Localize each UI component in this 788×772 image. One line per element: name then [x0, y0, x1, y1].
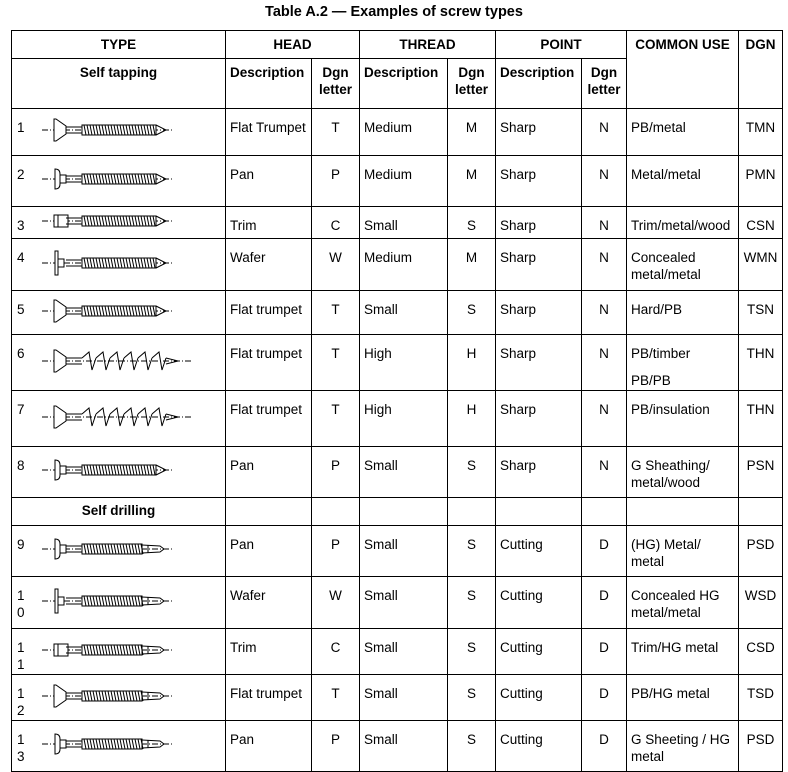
point-description: Cutting [496, 675, 582, 721]
head-description: Flat trumpet [226, 291, 312, 335]
type-cell [12, 526, 226, 577]
common-use-line-1: PB/HG metal [631, 686, 710, 701]
point-description: Cutting [496, 577, 582, 629]
common-use-line-2: metal/wood [631, 475, 701, 490]
common-use-line-2: metal [631, 554, 665, 569]
screw-types-table [11, 30, 783, 772]
head-dgn-letter: T [312, 291, 360, 335]
type-number: 3 [17, 218, 25, 233]
point-dgn-letter: D [582, 577, 627, 629]
type-number: 9 [17, 537, 25, 552]
point-description: Sharp [496, 109, 582, 156]
point-dgn-letter: N [582, 447, 627, 498]
thread-description: High [360, 335, 448, 391]
type-cell [12, 577, 226, 629]
flat-trumpet-fine-thread-screw-icon [42, 291, 222, 334]
point-dgn-letter: N [582, 239, 627, 291]
head-dgn-letter: C [312, 207, 360, 239]
common-use-line-2: metal/metal [631, 267, 701, 282]
letter-word: letter [318, 82, 352, 97]
head-dgn-letter: W [312, 577, 360, 629]
point-dgn-letter: N [582, 335, 627, 391]
empty-cell [226, 498, 312, 526]
thread-description: Small [360, 207, 448, 239]
table-row [12, 577, 783, 629]
type-cell [12, 447, 226, 498]
letter-word: letter [587, 82, 621, 97]
thread-dgn-letter: S [448, 577, 496, 629]
table-row [12, 109, 783, 156]
common-use [627, 721, 739, 772]
type-cell [12, 239, 226, 291]
common-use [627, 577, 739, 629]
type-cell [12, 629, 226, 675]
thread-description: Small [360, 447, 448, 498]
header-head: HEAD [226, 31, 360, 59]
table-row [12, 447, 783, 498]
header-type: TYPE [12, 31, 226, 59]
thread-dgn-letter: S [448, 629, 496, 675]
header-point: POINT [496, 31, 627, 59]
head-dgn-letter: C [312, 629, 360, 675]
thread-description: Medium [360, 156, 448, 207]
common-use-line-2: metal/metal [631, 605, 701, 620]
header-thread-dgn-letter [448, 59, 496, 109]
type-cell [12, 291, 226, 335]
dgn-code: TSD [739, 675, 783, 721]
type-number: 11 [17, 640, 25, 672]
header-dgn-label: DGN [745, 37, 776, 52]
table-caption: Table A.2 — Examples of screw types [265, 4, 523, 20]
type-cell [12, 335, 226, 391]
type-number: 2 [17, 167, 25, 182]
table-row [12, 526, 783, 577]
common-use [627, 526, 739, 577]
table-row [12, 239, 783, 291]
head-description: Wafer [226, 577, 312, 629]
header-point-description: Description [496, 59, 582, 109]
point-description: Cutting [496, 526, 582, 577]
common-use [627, 447, 739, 498]
dgn-code: THN [739, 335, 783, 391]
trim-head-drill-point-screw-icon [42, 629, 222, 674]
dgn-word: Dgn [458, 65, 485, 80]
type-cell [12, 391, 226, 447]
pan-head-fine-thread-screw-icon [42, 156, 222, 206]
point-description: Sharp [496, 391, 582, 447]
head-description: Flat trumpet [226, 391, 312, 447]
common-use [627, 239, 739, 291]
dgn-code: TMN [739, 109, 783, 156]
table-row [12, 291, 783, 335]
head-dgn-letter: W [312, 239, 360, 291]
dgn-word: Dgn [590, 65, 618, 80]
head-dgn-letter: P [312, 526, 360, 577]
dgn-code: THN [739, 391, 783, 447]
point-description: Sharp [496, 239, 582, 291]
thread-description: Small [360, 675, 448, 721]
point-dgn-letter: D [582, 675, 627, 721]
head-description: Pan [226, 156, 312, 207]
type-cell [12, 156, 226, 207]
point-description: Cutting [496, 721, 582, 772]
empty-cell [627, 498, 739, 526]
thread-dgn-letter: M [448, 239, 496, 291]
common-use-line-1: G Sheathing/ [631, 458, 710, 473]
header-thread: THREAD [360, 31, 496, 59]
common-use-line-2: PB/PB [631, 373, 671, 388]
empty-cell [582, 498, 627, 526]
empty-cell [448, 498, 496, 526]
common-use-line-1: Metal/metal [631, 167, 701, 182]
thread-dgn-letter: H [448, 391, 496, 447]
flat-trumpet-drill-point-screw-icon [42, 675, 222, 720]
common-use [627, 335, 739, 391]
thread-description: Small [360, 577, 448, 629]
empty-cell [312, 498, 360, 526]
common-use-line-1: Concealed [631, 250, 696, 265]
thread-dgn-letter: S [448, 526, 496, 577]
header-point-dgn-letter [582, 59, 627, 109]
common-use-line-1: PB/insulation [631, 402, 710, 417]
common-use [627, 207, 739, 239]
type-cell [12, 109, 226, 156]
thread-description: Medium [360, 109, 448, 156]
table-row [12, 156, 783, 207]
section-row-self-drilling [12, 498, 783, 526]
thread-description: Small [360, 629, 448, 675]
point-dgn-letter: D [582, 526, 627, 577]
head-dgn-letter: T [312, 675, 360, 721]
thread-dgn-letter: S [448, 207, 496, 239]
thread-description: Small [360, 526, 448, 577]
dgn-code: WMN [739, 239, 783, 291]
thread-dgn-letter: S [448, 447, 496, 498]
point-dgn-letter: N [582, 109, 627, 156]
table-row [12, 207, 783, 239]
common-use [627, 675, 739, 721]
head-dgn-letter: T [312, 335, 360, 391]
head-dgn-letter: T [312, 391, 360, 447]
pan-head-fine-thread-screw-icon [42, 447, 222, 497]
head-dgn-letter: P [312, 721, 360, 772]
table-row [12, 335, 783, 391]
thread-dgn-letter: M [448, 156, 496, 207]
common-use-line-1: G Sheeting / HG [631, 732, 731, 747]
letter-word: letter [454, 82, 488, 97]
type-number: 12 [17, 686, 25, 718]
section-label-self-drilling: Self drilling [12, 498, 226, 526]
header-self-tapping: Self tapping [12, 59, 226, 109]
head-description: Flat trumpet [226, 335, 312, 391]
point-description: Sharp [496, 207, 582, 239]
header-row-1 [12, 31, 783, 59]
common-use [627, 291, 739, 335]
trim-head-fine-thread-screw-icon [42, 207, 222, 238]
flat-trumpet-coarse-thread-screw-icon [42, 335, 222, 390]
common-use [627, 156, 739, 207]
head-dgn-letter: P [312, 156, 360, 207]
head-description: Wafer [226, 239, 312, 291]
type-number: 10 [17, 588, 25, 620]
dgn-code: PSN [739, 447, 783, 498]
header-head-description: Description [226, 59, 312, 109]
thread-dgn-letter: S [448, 675, 496, 721]
empty-cell [496, 498, 582, 526]
table-row [12, 675, 783, 721]
point-dgn-letter: D [582, 629, 627, 675]
type-cell [12, 675, 226, 721]
header-dgn [739, 31, 783, 109]
head-description: Trim [226, 207, 312, 239]
dgn-code: CSD [739, 629, 783, 675]
pan-head-drill-point-screw-icon [42, 526, 222, 576]
point-description: Sharp [496, 447, 582, 498]
common-use-line-1: Hard/PB [631, 302, 683, 317]
thread-dgn-letter: M [448, 109, 496, 156]
common-use-line-1: PB/metal [631, 120, 686, 135]
point-dgn-letter: N [582, 207, 627, 239]
point-description: Sharp [496, 335, 582, 391]
header-head-dgn-letter [312, 59, 360, 109]
header-common-use [627, 31, 739, 109]
point-description: Cutting [496, 629, 582, 675]
dgn-code: PSD [739, 721, 783, 772]
head-description: Pan [226, 447, 312, 498]
common-use [627, 109, 739, 156]
common-use-line-1: (HG) Metal/ [631, 537, 701, 552]
empty-cell [739, 498, 783, 526]
header-thread-description: Description [360, 59, 448, 109]
type-number: 13 [17, 732, 25, 764]
type-cell [12, 721, 226, 772]
type-cell [12, 207, 226, 239]
common-use [627, 391, 739, 447]
type-number: 1 [17, 120, 25, 135]
type-number: 7 [17, 402, 25, 417]
thread-description: High [360, 391, 448, 447]
type-number: 5 [17, 302, 25, 317]
common-use-line-1: Trim/HG metal [631, 640, 719, 655]
thread-dgn-letter: S [448, 721, 496, 772]
pan-head-drill-point-screw-icon [42, 721, 222, 771]
thread-dgn-letter: S [448, 291, 496, 335]
table-row [12, 721, 783, 772]
thread-dgn-letter: H [448, 335, 496, 391]
head-description: Flat Trumpet [226, 109, 312, 156]
point-description: Sharp [496, 156, 582, 207]
type-number: 8 [17, 458, 25, 473]
type-number: 4 [17, 250, 25, 265]
head-dgn-letter: T [312, 109, 360, 156]
thread-description: Medium [360, 239, 448, 291]
dgn-word: Dgn [322, 65, 349, 80]
thread-description: Small [360, 721, 448, 772]
dgn-code: WSD [739, 577, 783, 629]
point-description: Sharp [496, 291, 582, 335]
wafer-head-drill-point-screw-icon [42, 577, 222, 628]
point-dgn-letter: N [582, 291, 627, 335]
thread-description: Small [360, 291, 448, 335]
wafer-head-fine-thread-screw-icon [42, 239, 222, 290]
dgn-code: CSN [739, 207, 783, 239]
head-dgn-letter: P [312, 447, 360, 498]
header-common-use-label: COMMON USE [635, 37, 730, 52]
table-row [12, 391, 783, 447]
head-description: Pan [226, 526, 312, 577]
common-use [627, 629, 739, 675]
flat-trumpet-fine-thread-screw-icon [42, 109, 222, 155]
common-use-line-1: PB/timber [631, 346, 691, 361]
head-description: Trim [226, 629, 312, 675]
common-use-line-2: metal [631, 749, 665, 764]
type-number: 6 [17, 346, 25, 361]
point-dgn-letter: N [582, 156, 627, 207]
point-dgn-letter: N [582, 391, 627, 447]
empty-cell [360, 498, 448, 526]
dgn-code: PSD [739, 526, 783, 577]
flat-trumpet-coarse-thread-screw-icon [42, 391, 222, 446]
point-dgn-letter: D [582, 721, 627, 772]
common-use-line-1: Concealed HG [631, 588, 720, 603]
dgn-code: PMN [739, 156, 783, 207]
common-use-line-1: Trim/metal/wood [631, 218, 731, 233]
head-description: Flat trumpet [226, 675, 312, 721]
head-description: Pan [226, 721, 312, 772]
table-row [12, 629, 783, 675]
dgn-code: TSN [739, 291, 783, 335]
